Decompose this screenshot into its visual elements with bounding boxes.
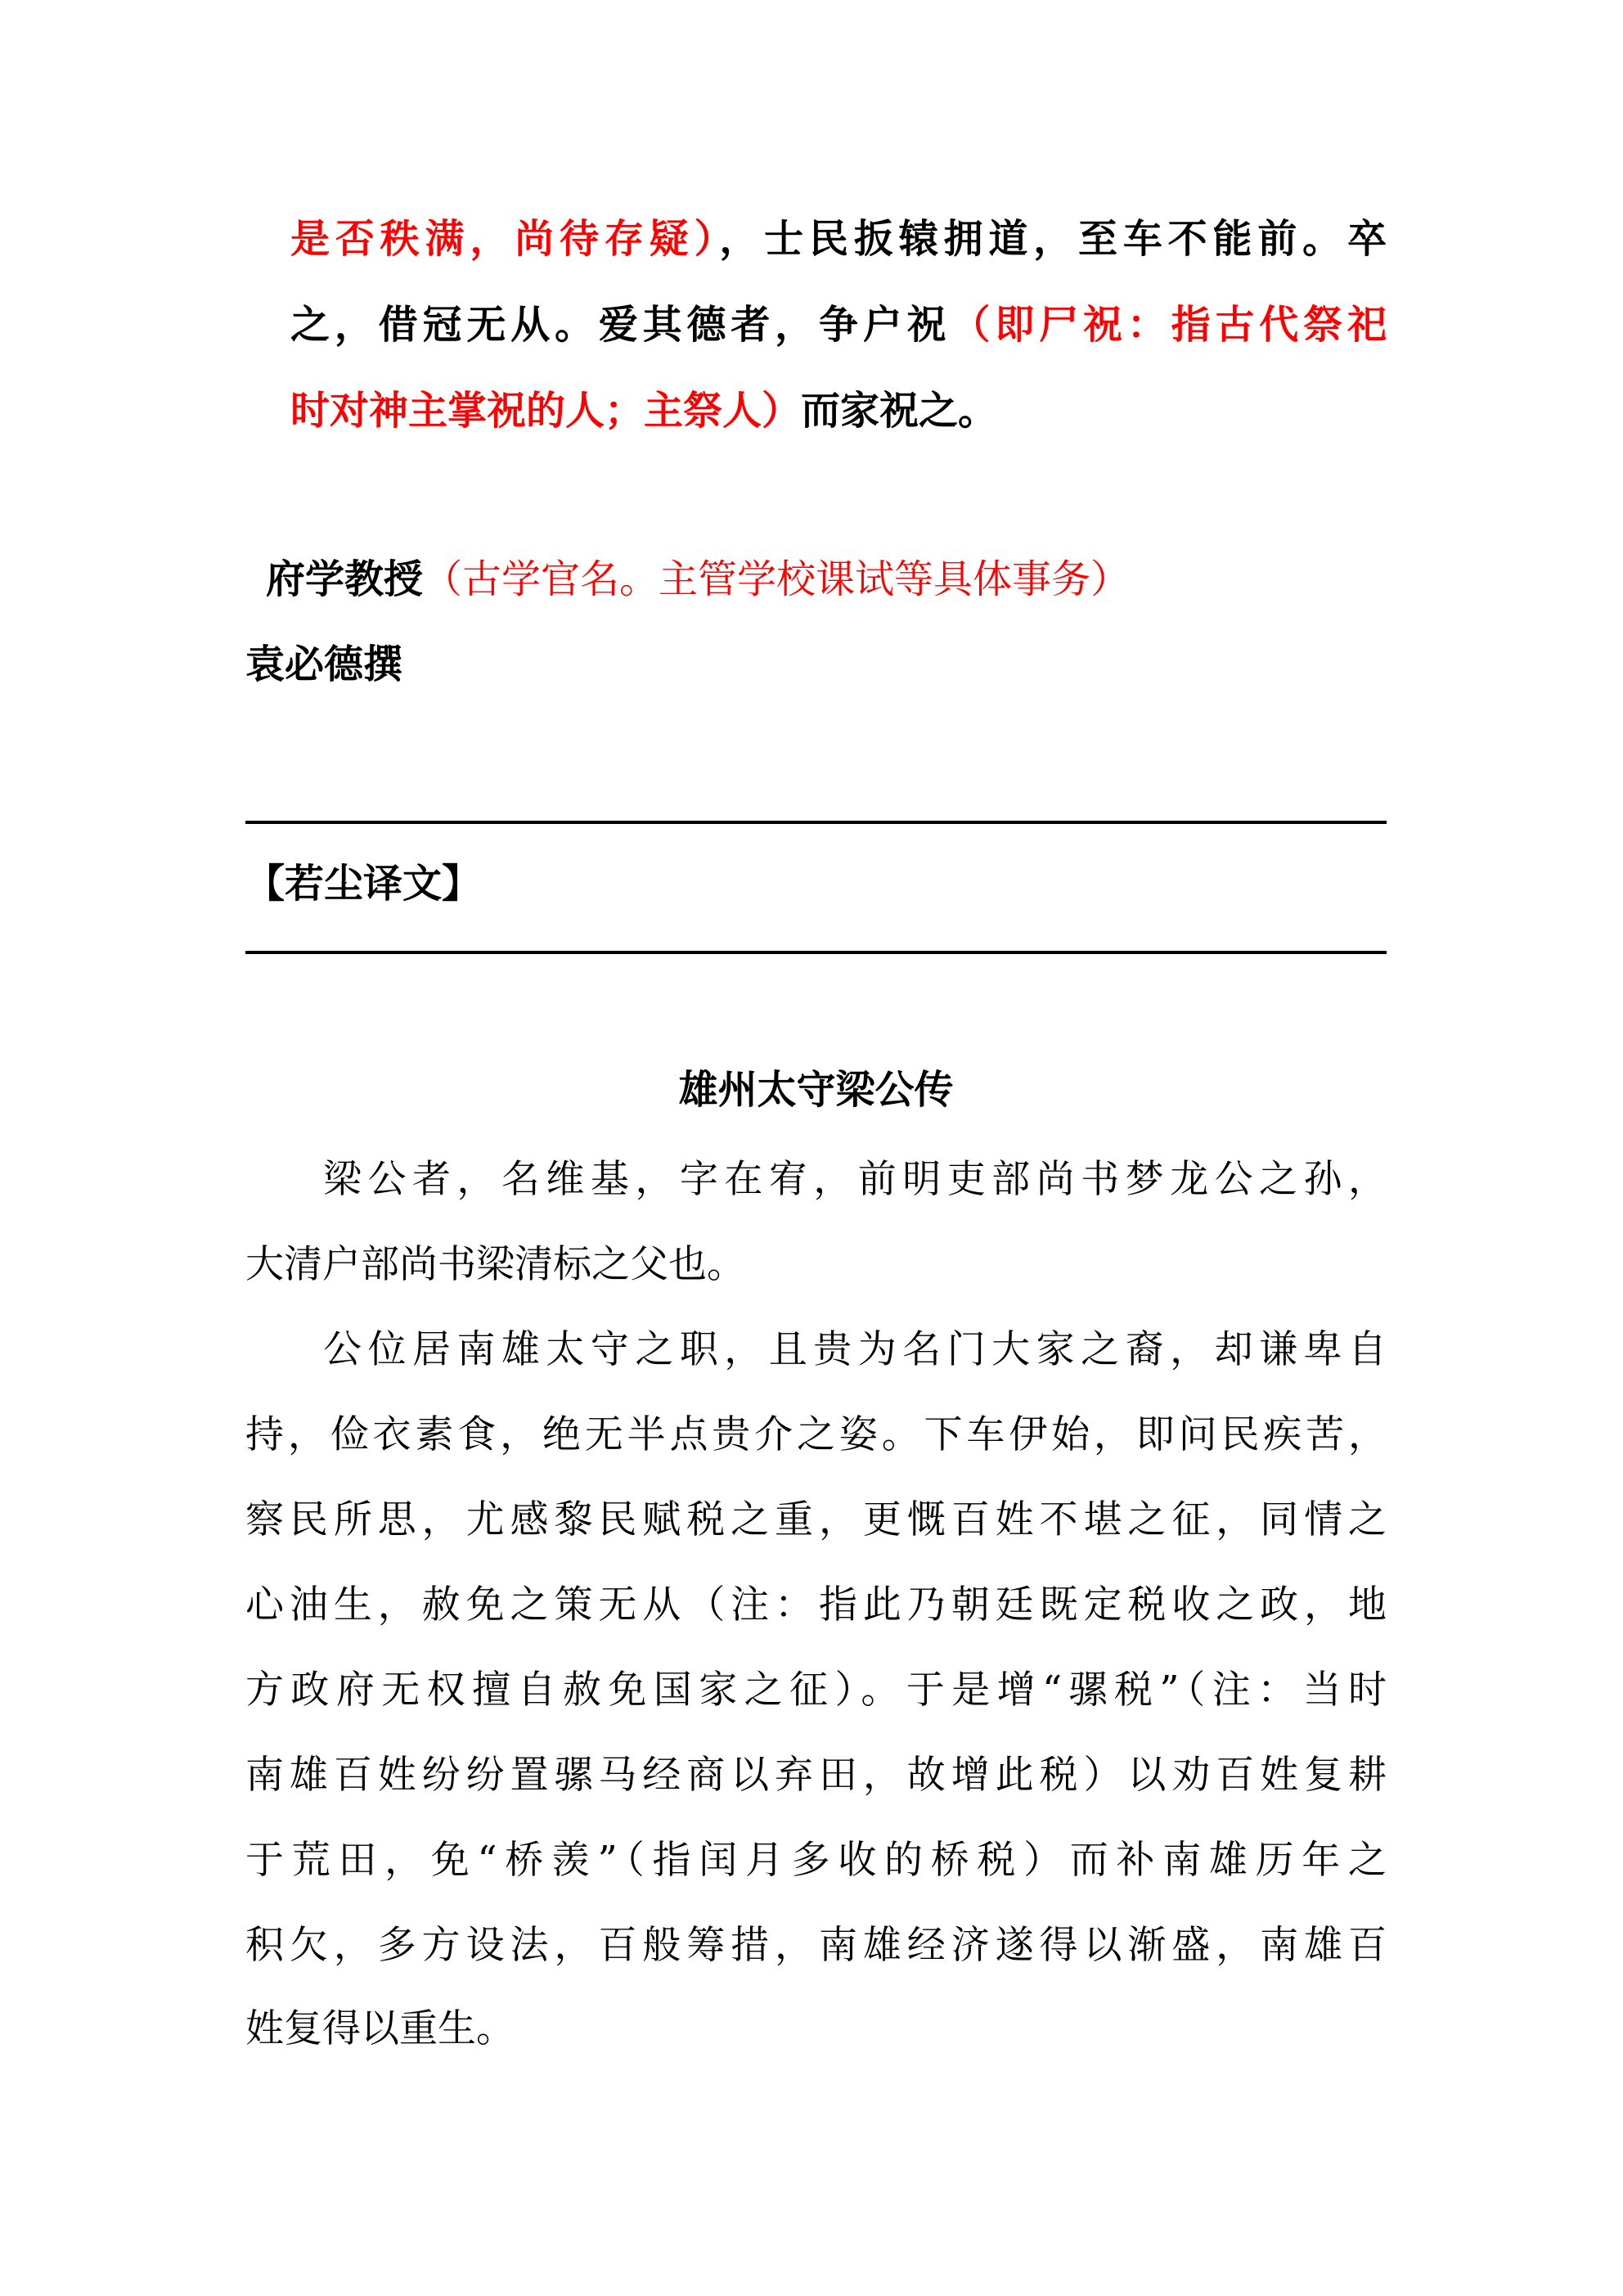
paragraph-line: 察民所思，尤感黎民赋税之重，更慨百姓不堪之征，同情之 (245, 1497, 1387, 1542)
paragraph-line: 持，俭衣素食，绝无半点贵介之姿。下车伊始，即问民疾苦， (245, 1412, 1387, 1457)
annotation-note: 是否秩满，尚待存疑） (290, 216, 720, 262)
divider-top (245, 821, 1387, 824)
annotation-note: （即尸祝：指古代祭祀 (951, 302, 1387, 348)
original-text: 之，借冠无从。爱其德者，争户祝 (290, 302, 951, 348)
original-line-2 (290, 300, 1387, 349)
paragraph-line: 心油生，赦免之策无从（注：指此乃朝廷既定税收之政，地 (245, 1582, 1387, 1627)
annotation-note: 时对神主掌祝的人；主祭人） (290, 388, 802, 434)
paragraph-line: 于荒田，免“桥羡”（指闰月多收的桥税）而补南雄历年之 (245, 1838, 1387, 1883)
original-line-1 (290, 214, 1387, 263)
author-title-line (266, 555, 1130, 604)
author-name: 袁必德撰 (245, 642, 403, 687)
paragraph-line: 方政府无权擅自赦免国家之征）。于是增“骡税”（注：当时 (245, 1668, 1387, 1713)
original-text: 而家祝之。 (801, 388, 998, 434)
paragraph-line: 南雄百姓纷纷置骡马经商以弃田，故增此税）以劝百姓复耕 (245, 1753, 1387, 1798)
author-title: 府学教授 (266, 556, 424, 602)
original-line-3 (290, 386, 997, 435)
original-text: ，士民扳辕拥道，至车不能前。卒 (719, 216, 1387, 262)
paragraph-line: 大清户部尚书梁清标之父也。 (245, 1242, 745, 1287)
translation-title: 雄州太守梁公传 (678, 1067, 954, 1113)
paragraph-line: 姓复得以重生。 (245, 2006, 515, 2051)
paragraph-line: 梁公者，名维基，字在宥，前明吏部尚书梦龙公之孙， (323, 1157, 1387, 1202)
paragraph-line: 积欠，多方设法，百般筹措，南雄经济遂得以渐盛，南雄百 (245, 1923, 1387, 1968)
paragraph-line: 公位居南雄太守之职，且贵为名门大家之裔，却谦卑自 (323, 1327, 1387, 1372)
author-title-note: （古学官名。主管学校课试等具体事务） (423, 556, 1131, 602)
divider-bottom (245, 951, 1387, 954)
translation-section-label: 【若尘译文】 (245, 861, 482, 907)
